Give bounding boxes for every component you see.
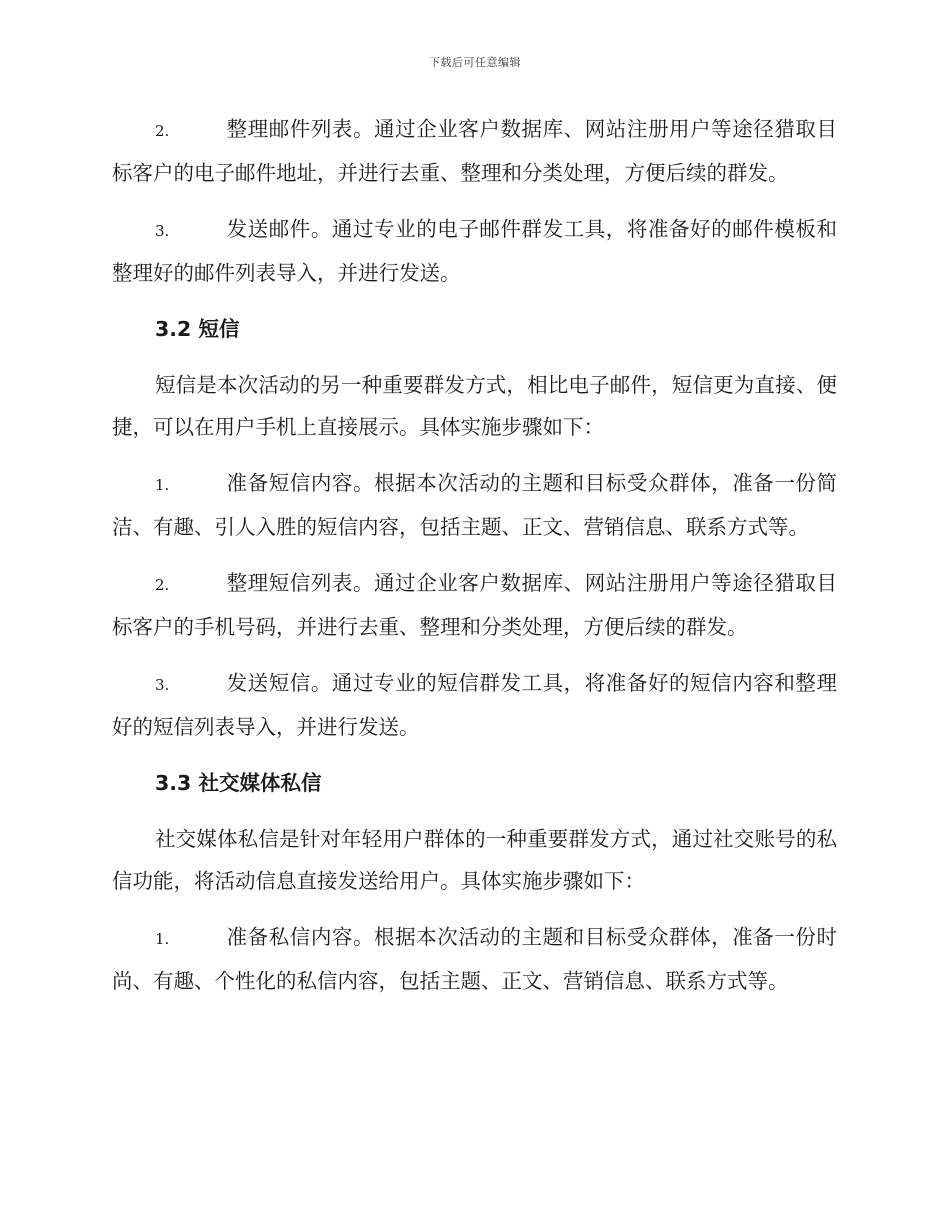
list-number: 3. [155,222,170,240]
list-text: 准备短信内容。根据本次活动的主题和目标受众群体，准备一份简洁、有趣、引人入胜的短信内容，包括主题、正文、营销信息、联系方式等。 [112,471,837,539]
list-item-sms-3 [112,662,837,748]
list-text: 发送邮件。通过专业的电子邮件群发工具，将准备好的邮件模板和整理好的邮件列表导入，并进行发送。 [112,217,837,285]
list-text: 准备私信内容。根据本次活动的主题和目标受众群体，准备一份时尚、有趣、个性化的私信内容，包括主题、正文、营销信息、联系方式等。 [112,925,837,993]
paragraph-social-intro: 社交媒体私信是针对年轻用户群体的一种重要群发方式，通过社交账号的私信功能，将活动信息直接发送给用户。具体实施步骤如下： [112,827,837,893]
list-number: 2. [155,576,170,594]
page-header: 下载后可任意编辑 [429,56,521,69]
list-text: 整理短信列表。通过企业客户数据库、网站注册用户等途径猎取目标客户的手机号码，并进行去重、整理和分类处理，方便后续的群发。 [112,571,837,639]
list-number: 2. [155,122,170,140]
list-item-email-3 [112,208,837,294]
paragraph-sms-intro: 短信是本次活动的另一种重要群发方式，相比电子邮件，短信更为直接、便捷，可以在用户手机上直接展示。具体实施步骤如下： [112,373,837,439]
list-text: 整理邮件列表。通过企业客户数据库、网站注册用户等途径猎取目标客户的电子邮件地址，并进行去重、整理和分类处理，方便后续的群发。 [112,117,837,185]
list-item-social-1 [112,916,837,1002]
list-item-sms-2 [112,562,837,648]
document-body [112,108,837,1016]
list-number: 1. [155,930,170,948]
list-number: 3. [155,676,170,694]
list-item-sms-1 [112,462,837,548]
section-heading-3-2: 3.2 短信 [155,317,240,341]
list-item-email-2 [112,108,837,194]
list-number: 1. [155,476,170,494]
section-heading-3-3: 3.3 社交媒体私信 [155,771,322,795]
list-text: 发送短信。通过专业的短信群发工具，将准备好的短信内容和整理好的短信列表导入，并进行发送。 [112,671,837,739]
